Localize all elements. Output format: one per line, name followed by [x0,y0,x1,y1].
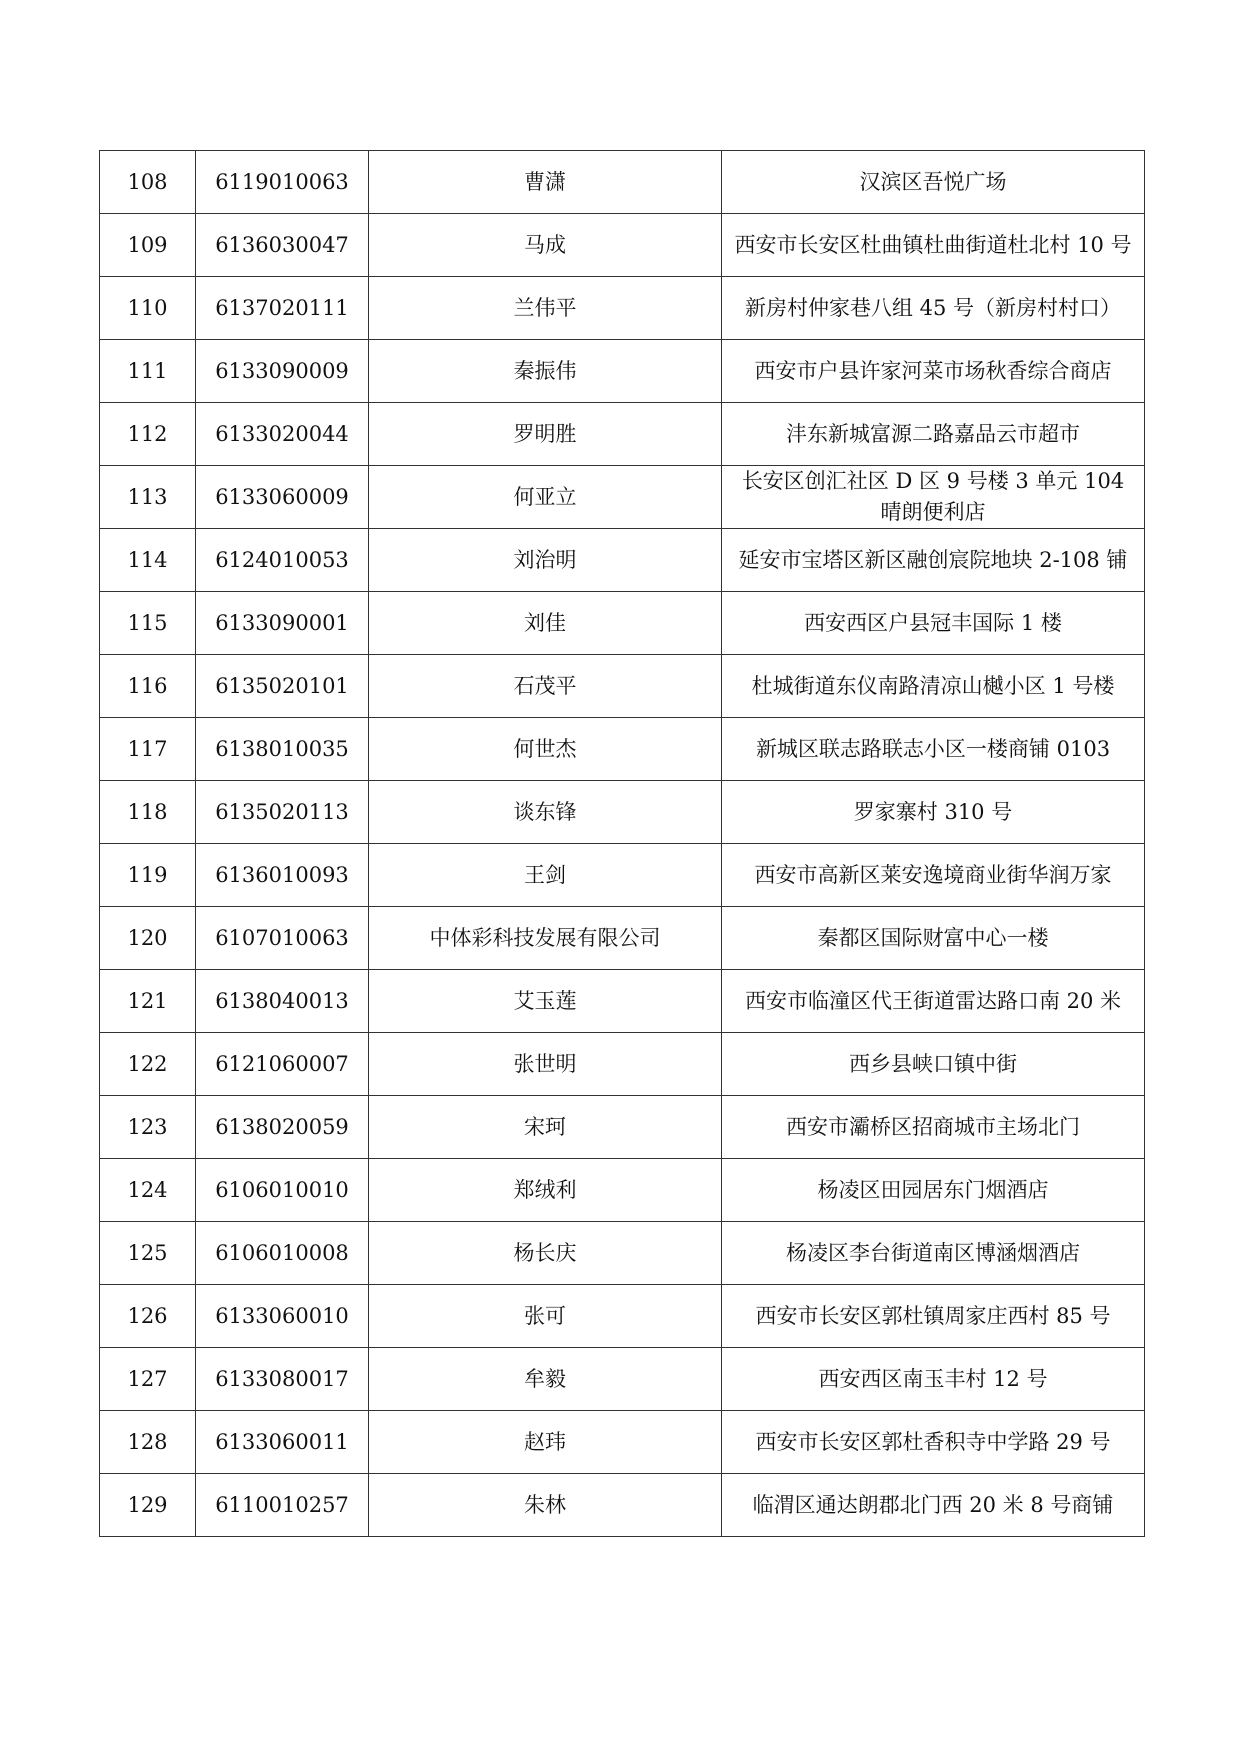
station-address: 西安市长安区郭杜镇周家庄西村 85 号 [722,1285,1145,1348]
station-code: 6135020101 [196,655,369,718]
station-code: 6138010035 [196,718,369,781]
station-code: 6106010010 [196,1159,369,1222]
outlet-table [99,150,1145,1537]
row-number: 123 [100,1096,196,1159]
table-row [100,1474,1145,1537]
owner-name: 马成 [369,214,722,277]
row-number: 113 [100,466,196,529]
owner-name: 艾玉莲 [369,970,722,1033]
station-address: 西安市临潼区代王街道雷达路口南 20 米 [722,970,1145,1033]
table-row [100,781,1145,844]
station-address: 西安西区南玉丰村 12 号 [722,1348,1145,1411]
table-row [100,277,1145,340]
outlet-table-body [100,151,1145,1537]
owner-name: 赵玮 [369,1411,722,1474]
table-row [100,1096,1145,1159]
station-code: 6133060011 [196,1411,369,1474]
owner-name: 秦振伟 [369,340,722,403]
row-number: 111 [100,340,196,403]
station-code: 6133060010 [196,1285,369,1348]
owner-name: 何世杰 [369,718,722,781]
station-address: 长安区创汇社区 D 区 9 号楼 3 单元 104 晴朗便利店 [722,466,1145,529]
table-row [100,466,1145,529]
owner-name: 刘佳 [369,592,722,655]
station-code: 6133090009 [196,340,369,403]
station-address: 西乡县峡口镇中街 [722,1033,1145,1096]
station-code: 6121060007 [196,1033,369,1096]
station-address: 杨凌区田园居东门烟酒店 [722,1159,1145,1222]
row-number: 129 [100,1474,196,1537]
row-number: 125 [100,1222,196,1285]
station-address: 罗家寨村 310 号 [722,781,1145,844]
row-number: 117 [100,718,196,781]
table-row [100,1159,1145,1222]
owner-name: 罗明胜 [369,403,722,466]
table-row [100,403,1145,466]
station-address: 汉滨区吾悦广场 [722,151,1145,214]
station-address: 西安市长安区杜曲镇杜曲街道杜北村 10 号 [722,214,1145,277]
table-row [100,1222,1145,1285]
table-row [100,655,1145,718]
station-code: 6107010063 [196,907,369,970]
owner-name: 杨长庆 [369,1222,722,1285]
station-address: 杜城街道东仪南路清凉山樾小区 1 号楼 [722,655,1145,718]
station-address: 西安市长安区郭杜香积寺中学路 29 号 [722,1411,1145,1474]
owner-name: 石茂平 [369,655,722,718]
station-address: 西安市户县许家河菜市场秋香综合商店 [722,340,1145,403]
station-code: 6137020111 [196,277,369,340]
row-number: 124 [100,1159,196,1222]
row-number: 126 [100,1285,196,1348]
row-number: 108 [100,151,196,214]
row-number: 112 [100,403,196,466]
row-number: 115 [100,592,196,655]
table-row [100,1285,1145,1348]
owner-name: 曹潇 [369,151,722,214]
owner-name: 朱林 [369,1474,722,1537]
owner-name: 宋珂 [369,1096,722,1159]
row-number: 121 [100,970,196,1033]
table-row [100,970,1145,1033]
station-code: 6119010063 [196,151,369,214]
owner-name: 郑绒利 [369,1159,722,1222]
row-number: 122 [100,1033,196,1096]
station-address: 西安西区户县冠丰国际 1 楼 [722,592,1145,655]
table-row [100,844,1145,907]
station-code: 6133060009 [196,466,369,529]
owner-name: 谈东锋 [369,781,722,844]
table-row [100,592,1145,655]
station-address: 西安市灞桥区招商城市主场北门 [722,1096,1145,1159]
table-row [100,214,1145,277]
table-row [100,340,1145,403]
station-address: 临渭区通达朗郡北门西 20 米 8 号商铺 [722,1474,1145,1537]
row-number: 128 [100,1411,196,1474]
station-address: 沣东新城富源二路嘉品云市超市 [722,403,1145,466]
station-address: 秦都区国际财富中心一楼 [722,907,1145,970]
station-address: 新房村仲家巷八组 45 号（新房村村口） [722,277,1145,340]
row-number: 120 [100,907,196,970]
table-row [100,1411,1145,1474]
row-number: 119 [100,844,196,907]
owner-name: 王剑 [369,844,722,907]
station-code: 6110010257 [196,1474,369,1537]
owner-name: 兰伟平 [369,277,722,340]
owner-name: 何亚立 [369,466,722,529]
owner-name: 牟毅 [369,1348,722,1411]
owner-name: 刘治明 [369,529,722,592]
table-row [100,907,1145,970]
station-code: 6136030047 [196,214,369,277]
station-code: 6136010093 [196,844,369,907]
owner-name: 张可 [369,1285,722,1348]
table-row [100,718,1145,781]
station-code: 6106010008 [196,1222,369,1285]
station-code: 6138020059 [196,1096,369,1159]
station-code: 6124010053 [196,529,369,592]
station-code: 6133080017 [196,1348,369,1411]
station-address: 延安市宝塔区新区融创宸院地块 2-108 铺 [722,529,1145,592]
row-number: 116 [100,655,196,718]
table-row [100,151,1145,214]
station-address: 新城区联志路联志小区一楼商铺 0103 [722,718,1145,781]
table-row [100,1348,1145,1411]
station-address: 西安市高新区莱安逸境商业街华润万家 [722,844,1145,907]
station-code: 6138040013 [196,970,369,1033]
table-row [100,529,1145,592]
station-code: 6135020113 [196,781,369,844]
owner-name: 张世明 [369,1033,722,1096]
row-number: 118 [100,781,196,844]
row-number: 114 [100,529,196,592]
row-number: 110 [100,277,196,340]
station-code: 6133090001 [196,592,369,655]
row-number: 109 [100,214,196,277]
row-number: 127 [100,1348,196,1411]
station-address: 杨凌区李台街道南区博涵烟酒店 [722,1222,1145,1285]
station-code: 6133020044 [196,403,369,466]
owner-name: 中体彩科技发展有限公司 [369,907,722,970]
table-row [100,1033,1145,1096]
